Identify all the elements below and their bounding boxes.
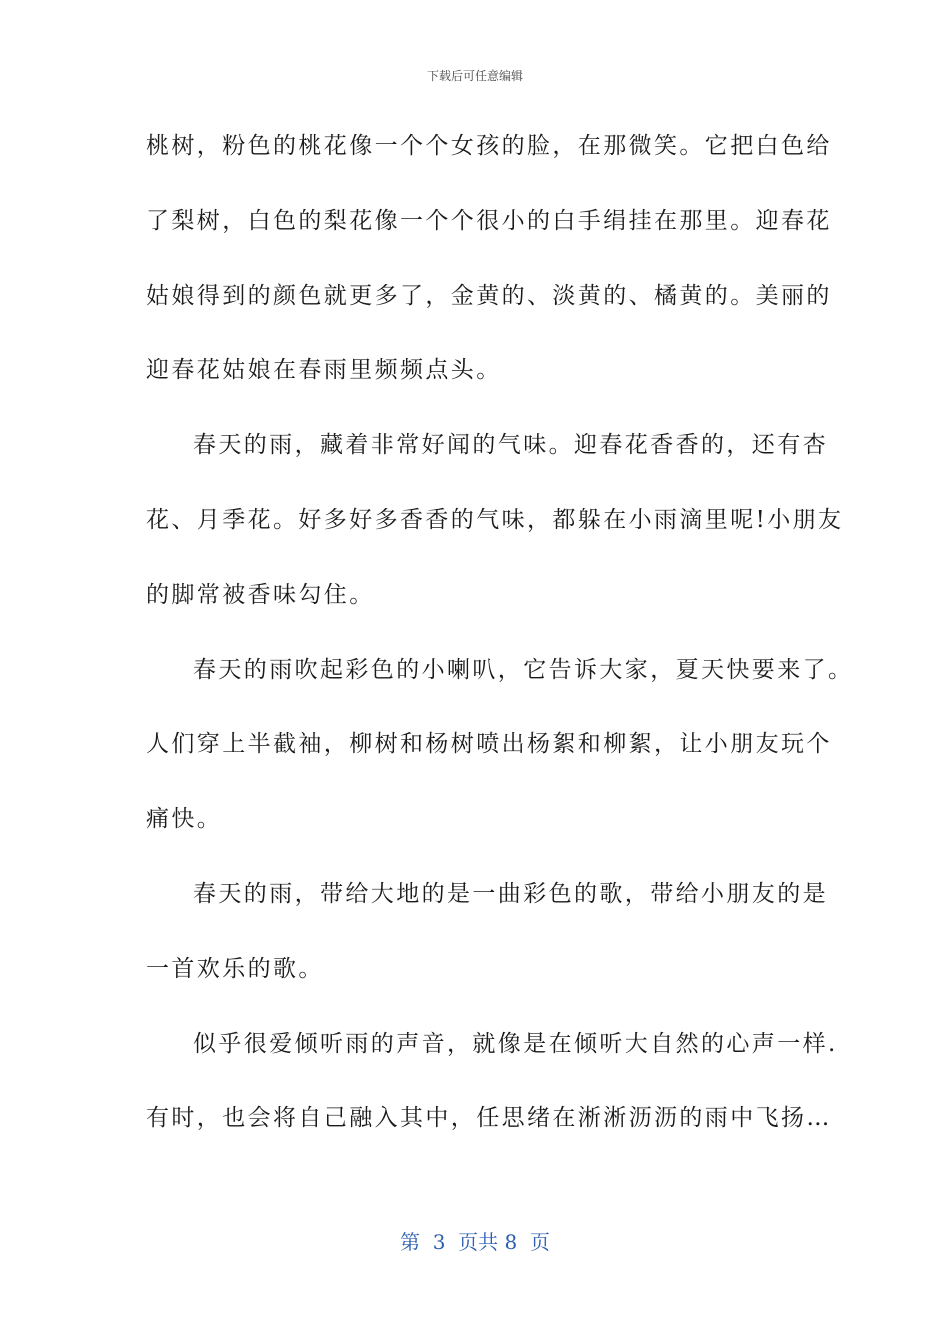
text-line: 桃树，粉色的桃花像一个个女孩的脸，在那微笑。它把白色给 bbox=[146, 133, 832, 159]
text-line: 痛快。 bbox=[146, 806, 223, 833]
paragraph-start-line: 春天的雨，藏着非常好闻的气味。迎春花香香的，还有杏 bbox=[193, 432, 828, 459]
text-line: 的脚常被香味勾住。 bbox=[146, 581, 375, 608]
text-line: 一首欢乐的歌。 bbox=[146, 955, 324, 982]
document-body bbox=[146, 128, 854, 1175]
page-number-footer: 第 3 页共 8 页 bbox=[400, 1230, 550, 1254]
text-line: 花、月季花。好多好多香香的气味，都躲在小雨滴里呢!小朋友 bbox=[146, 506, 844, 533]
text-line: 迎春花姑娘在春雨里频频点头。 bbox=[146, 357, 502, 384]
paragraph-start-line: 似乎很爱倾听雨的声音，就像是在倾听大自然的心声一样. bbox=[193, 1030, 838, 1057]
text-line: 人们穿上半截袖，柳树和杨树喷出杨絮和柳絮，让小朋友玩个 bbox=[146, 731, 832, 758]
text-line: 有时，也会将自己融入其中，任思绪在淅淅沥沥的雨中飞扬… bbox=[146, 1105, 832, 1132]
text-line: 了梨树，白色的梨花像一个个很小的白手绢挂在那里。迎春花 bbox=[146, 207, 832, 234]
header-note: 下载后可任意编辑 bbox=[426, 69, 523, 83]
paragraph-start-line: 春天的雨吹起彩色的小喇叭，它告诉大家，夏天快要来了。 bbox=[193, 656, 854, 683]
text-line: 姑娘得到的颜色就更多了，金黄的、淡黄的、橘黄的。美丽的 bbox=[146, 282, 832, 309]
paragraph-start-line: 春天的雨，带给大地的是一曲彩色的歌，带给小朋友的是 bbox=[193, 880, 828, 907]
